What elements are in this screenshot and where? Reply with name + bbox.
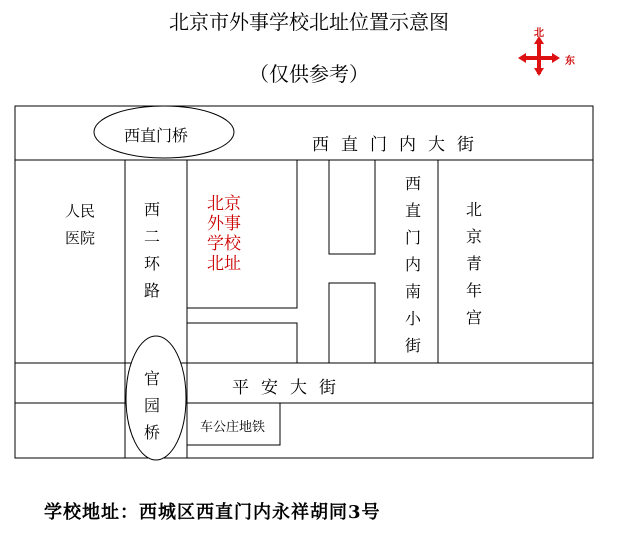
center-block-upper xyxy=(329,160,375,254)
hospital-block xyxy=(15,160,125,363)
school-address: 学校地址：西城区西直门内永祥胡同3号 xyxy=(44,502,381,523)
west-second-ring-label: 西二环路 xyxy=(143,200,160,300)
youth-palace-label: 北京青年宫 xyxy=(465,200,482,327)
metro-station-label: 车公庄地铁 xyxy=(200,420,266,435)
school-label: 北京外事学校北址 xyxy=(207,194,241,274)
school-block xyxy=(187,160,297,308)
map-border xyxy=(15,106,593,458)
pingan-street-label: 平安大街 xyxy=(232,378,348,398)
center-block-lower xyxy=(329,283,375,363)
map-subtitle: （仅供参考） xyxy=(249,62,369,86)
small-block xyxy=(187,323,297,363)
compass-east-label: 东 xyxy=(565,56,575,67)
xizhimen-nei-street-label: 西直门内大街 xyxy=(312,135,486,155)
map-title: 北京市外事学校北址位置示意图 xyxy=(169,10,449,34)
xizhimen-south-alley-label: 西直门内南小街 xyxy=(404,174,421,355)
compass-north-label: 北 xyxy=(534,28,544,39)
guanyuan-bridge-label: 官园桥 xyxy=(143,369,160,442)
xizhimen-bridge-label: 西直门桥 xyxy=(124,126,189,145)
peoples-hospital-label: 人民医院 xyxy=(64,202,95,247)
youth-palace-block xyxy=(438,160,593,363)
